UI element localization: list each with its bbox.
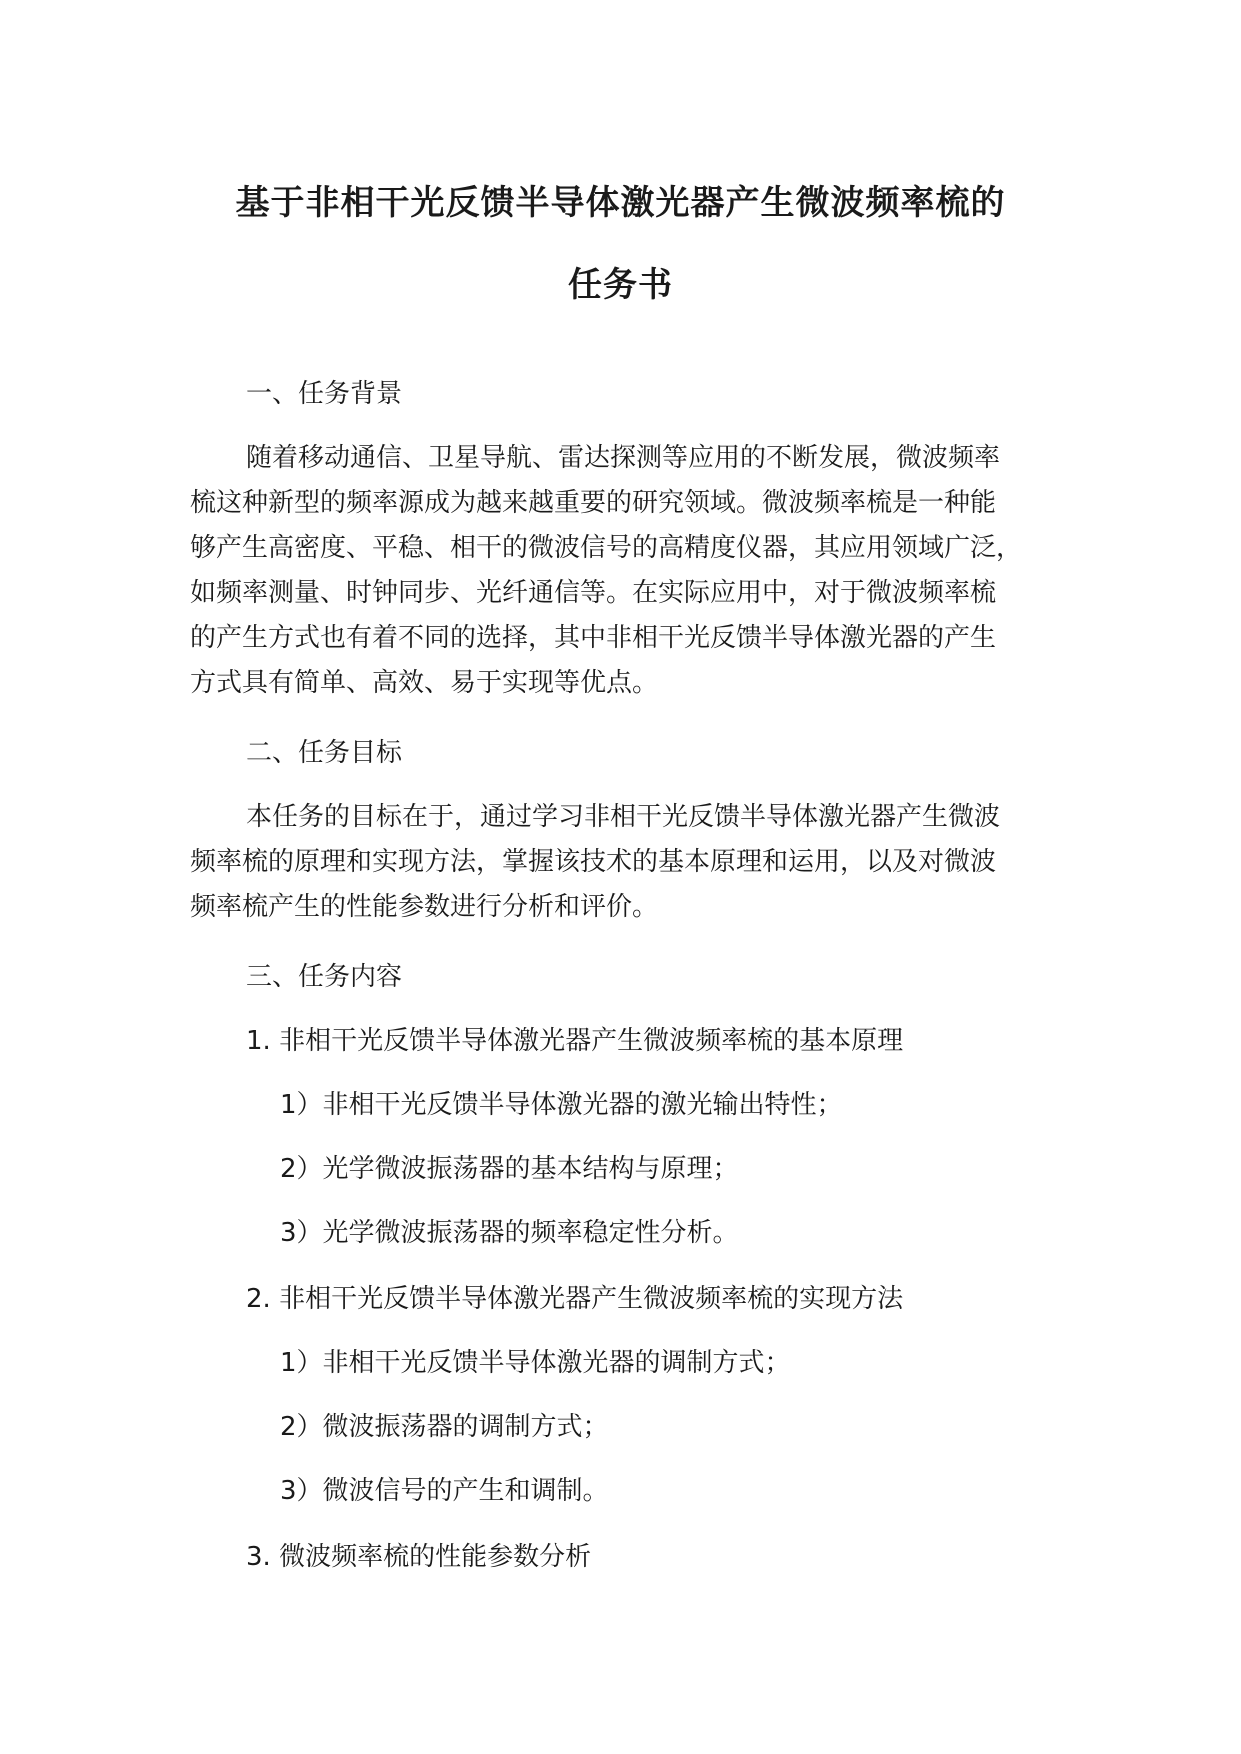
numbered-item-3: 3. 微波频率梳的性能参数分析 [246, 1542, 592, 1572]
paragraph-line: 够产生高密度、平稳、相干的微波信号的高精度仪器，其应用领域广泛， [190, 533, 1023, 563]
section-heading-content: 三、任务内容 [246, 962, 403, 992]
paragraph-line: 梳这种新型的频率源成为越来越重要的研究领域。微波频率梳是一种能 [190, 488, 997, 518]
sub-item: 3）光学微波振荡器的频率稳定性分析。 [280, 1218, 739, 1248]
numbered-item-2: 2. 非相干光反馈半导体激光器产生微波频率梳的实现方法 [246, 1284, 904, 1314]
paragraph-line: 频率梳的原理和实现方法，掌握该技术的基本原理和运用，以及对微波 [190, 847, 997, 877]
paragraph-line: 随着移动通信、卫星导航、雷达探测等应用的不断发展，微波频率 [246, 443, 1001, 473]
sub-item: 2）光学微波振荡器的基本结构与原理； [280, 1154, 739, 1184]
sub-item: 1）非相干光反馈半导体激光器的调制方式； [280, 1348, 791, 1378]
numbered-item-1: 1. 非相干光反馈半导体激光器产生微波频率梳的基本原理 [246, 1026, 904, 1056]
paragraph-line: 的产生方式也有着不同的选择，其中非相干光反馈半导体激光器的产生 [190, 623, 997, 653]
sub-item: 3）微波信号的产生和调制。 [280, 1476, 609, 1506]
paragraph-line: 如频率测量、时钟同步、光纤通信等。在实际应用中，对于微波频率梳 [190, 578, 997, 608]
sub-item: 1）非相干光反馈半导体激光器的激光输出特性； [280, 1090, 843, 1120]
document-title-line1: 基于非相干光反馈半导体激光器产生微波频率梳的 [235, 183, 1006, 223]
paragraph-line: 本任务的目标在于，通过学习非相干光反馈半导体激光器产生微波 [246, 802, 1001, 832]
section-heading-goals: 二、任务目标 [246, 738, 403, 768]
section-heading-background: 一、任务背景 [246, 379, 403, 409]
sub-item: 2）微波振荡器的调制方式； [280, 1412, 609, 1442]
paragraph-line: 频率梳产生的性能参数进行分析和评价。 [190, 892, 659, 922]
paragraph-line: 方式具有简单、高效、易于实现等优点。 [190, 668, 659, 698]
document-title-line2: 任务书 [568, 265, 673, 305]
